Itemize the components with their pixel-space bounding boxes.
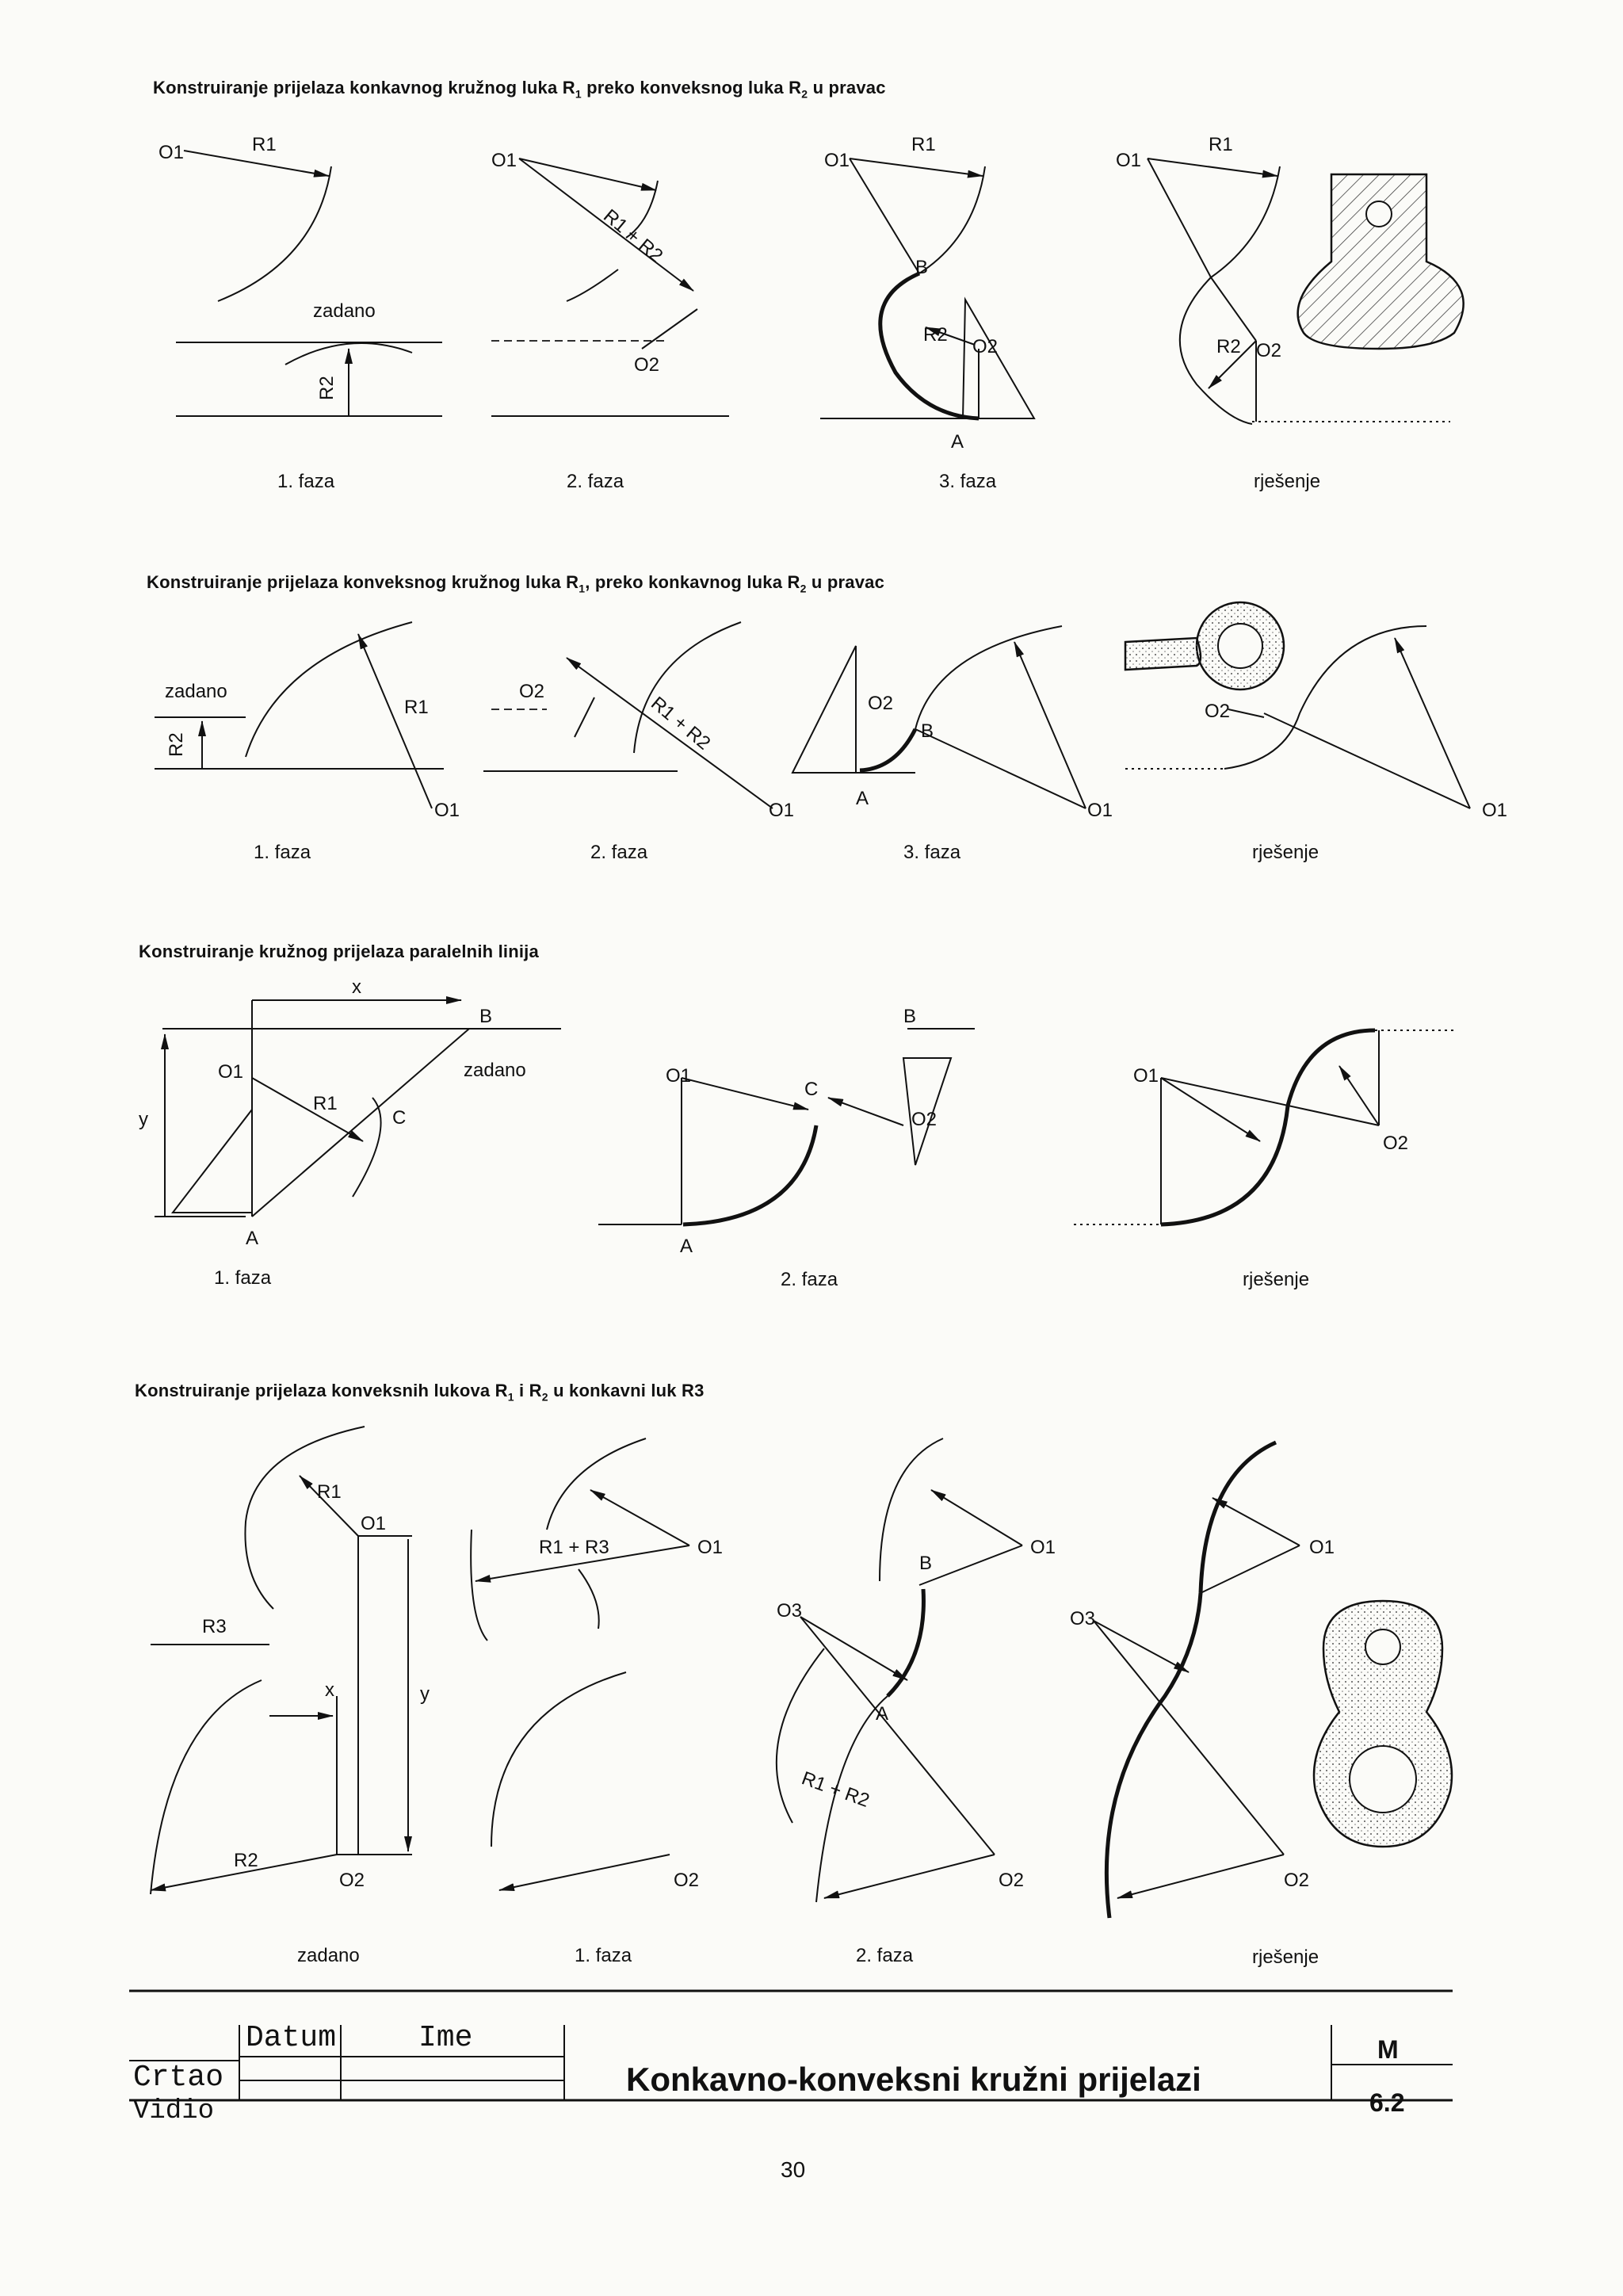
arc-r1 [246,622,412,757]
label-o2: O2 [999,1870,1025,1891]
title-block-name-header: Ime [418,2021,473,2055]
radius-arrow [1148,159,1277,176]
figure-1-phase-1 [158,134,442,416]
arc-r1 [919,166,985,273]
label-o3: O3 [777,1600,803,1622]
section-title-text: Konstruiranje kružnog prijelaza paralelnih linija [139,942,539,961]
figure-4-phase-2 [777,1438,1056,1902]
label-a: A [951,431,964,453]
arc-transition [683,1125,816,1224]
r1-arrow [1395,638,1470,808]
r1-arrow [1014,642,1086,808]
part-hole-small [1365,1629,1400,1664]
caption: 1. faza [575,1945,632,1966]
label-c: C [392,1107,407,1129]
arc [353,1098,381,1197]
r1-arrow [931,1490,1022,1545]
label-r1: R1 [911,134,936,155]
arc-mark [642,309,697,349]
label-b: B [903,1006,917,1027]
section-title-text: i R [514,1381,542,1400]
line-ab [252,1029,469,1217]
label-o1: O1 [1309,1537,1335,1558]
label-r2: R2 [166,732,187,757]
part-hole-large [1350,1746,1416,1813]
caption: 1. faza [254,842,311,863]
label-o1: O1 [824,150,850,171]
arc [579,1569,599,1629]
label-o1: O1 [218,1061,244,1083]
arc [567,269,618,301]
label-o2: O2 [972,336,999,357]
r1-arrow [1212,1498,1300,1545]
drawing-code-top: M [1377,2035,1399,2064]
label-o2: O2 [1256,340,1282,361]
label-o2: O2 [1284,1870,1310,1891]
caption: 1. faza [277,471,335,492]
label-given: zadano [313,300,376,322]
label-o1: O1 [158,142,185,163]
arc-r1 [915,626,1062,729]
label-r2: R2 [234,1850,258,1871]
arc-mark [575,697,594,737]
caption: rješenje [1243,1269,1310,1290]
subscript: 2 [541,1390,548,1404]
set-square [173,1110,252,1213]
label-o1: O1 [1030,1537,1056,1558]
label-r1: R1 [1209,134,1233,155]
label-o2: O2 [674,1870,700,1891]
r1-arrow [358,634,432,808]
label-o1: O1 [361,1513,387,1534]
label-r2: R2 [923,324,948,346]
subscript: 1 [507,1390,514,1404]
figure-4-given [151,1427,430,1894]
section-title-text: Konstruiranje prijelaza konveksnog kružnog luka R [147,572,579,592]
label-o2: O2 [868,693,894,714]
r1-arrow [1161,1078,1260,1141]
drawing-title: Konkavno-konveksni kružni prijelazi [626,2061,1201,2098]
section-title-text: u pravac [808,78,886,97]
figure-1-phase-3 [820,134,1034,453]
label-o2: O2 [1205,701,1231,722]
caption: 2. faza [590,842,648,863]
arc [471,1530,487,1641]
page-number: 30 [781,2157,806,2182]
label-o1: O1 [1482,800,1508,821]
label-given: zadano [165,681,227,702]
line [850,159,919,273]
subscript: 2 [801,87,808,101]
transition-curve [1180,166,1280,424]
section-3-figures [139,976,1454,1290]
caption: rješenje [1252,842,1319,863]
label-b: B [921,720,934,742]
label-o2: O2 [634,354,660,376]
section-title-text: Konstruiranje prijelaza konkavnog kružnog luka R [153,78,575,97]
radius-arrow [850,159,983,176]
caption: 1. faza [214,1267,272,1289]
caption: 2. faza [567,471,624,492]
label-r1: R1 [313,1093,338,1114]
label-o1: O1 [697,1537,724,1558]
hatched-part [1298,174,1464,349]
caption: 3. faza [939,471,997,492]
subscript: 1 [579,582,586,595]
section-4-figures [151,1427,1452,1968]
arc-transition [860,729,915,770]
figure-2-phase-1 [155,622,460,821]
label-r2: R2 [316,376,338,400]
label-c: C [804,1079,819,1100]
title-block-date-header: Datum [246,2021,337,2055]
line [1148,159,1211,277]
set-square [792,646,856,773]
label-o2: O2 [339,1870,365,1891]
caption: 2. faza [781,1269,838,1290]
title-block-drawn: Crtao [133,2061,224,2095]
title-block-checked: Vidio [133,2096,215,2126]
label-r1: R1 [252,134,277,155]
r2-arrow [1339,1066,1379,1125]
label-o3: O3 [1070,1608,1096,1629]
part-hole [1218,624,1262,668]
subscript: 1 [575,87,582,101]
caption: rješenje [1252,1946,1319,1968]
caption: 3. faza [903,842,961,863]
label-x: x [352,976,361,998]
label-given: zadano [464,1060,526,1081]
r2-arrow [828,1098,903,1125]
subscript: 2 [800,582,807,595]
section-title-text: u konkavni luk R3 [548,1381,705,1400]
figure-2-phase-2 [483,622,794,821]
drawing-code-bottom: 6.2 [1369,2088,1405,2117]
label-o2: O2 [1383,1133,1409,1154]
transition-curve [1106,1442,1276,1918]
label-a: A [856,788,869,809]
label-o1: O1 [769,800,795,821]
part-arm [1125,638,1201,670]
label-b: B [915,257,929,278]
label-r1: R1 [404,697,429,718]
caption: 2. faza [856,1945,914,1966]
r2-arrow [824,1855,995,1898]
figure-3-phase-1 [139,976,561,1249]
line [1201,1545,1300,1593]
figure-1-solution [1116,134,1464,424]
section-2-figures [155,602,1507,863]
label-r1: R1 [317,1481,342,1503]
caption: rješenje [1254,471,1321,492]
arc-r1 [547,1438,646,1530]
section-title-text: Konstruiranje prijelaza konveksnih lukova R [135,1381,508,1400]
arc-r1 [880,1438,943,1581]
figure-2-phase-3 [792,626,1113,821]
r1-arrow [252,1078,363,1141]
label-o1: O1 [434,800,460,821]
line [1211,277,1256,341]
figure-3-phase-2 [598,1006,975,1257]
label-r2: R2 [1216,336,1241,357]
r2-arrow [499,1855,670,1890]
line [1228,709,1264,717]
label-o1: O1 [666,1065,692,1087]
label-b: B [479,1006,493,1027]
label-y: y [420,1683,430,1705]
section-1-figures [158,134,1464,492]
label-r1-r2: R1 + R2 [798,1767,873,1812]
line [915,729,1086,808]
arc-r1 [218,166,331,301]
section-title-text: preko konveksnog luka R [581,78,802,97]
label-o1: O1 [491,150,517,171]
r3-arrow [800,1617,907,1680]
r2-arrow [1117,1855,1284,1898]
r1-r2-arrow [567,658,773,808]
arc-r2 [491,1672,626,1847]
arc-r1 [245,1427,365,1609]
figure-4-phase-1 [471,1438,723,1891]
figure-3-solution [1074,1030,1454,1224]
section-title-text: u pravac [806,572,884,592]
label-r1-r2: R1 + R2 [647,692,715,755]
r3-arrow [1094,1621,1189,1672]
label-o2: O2 [519,681,545,702]
part-hole [1366,201,1392,227]
label-a: A [246,1228,259,1249]
label-r3: R3 [202,1616,227,1637]
figure-4-solution [1070,1442,1452,1918]
line [1161,1078,1379,1125]
label-y: y [139,1109,148,1130]
label-r1-r2: R1 + R2 [599,204,667,267]
figure-1-phase-2 [491,150,729,416]
line [1264,713,1470,808]
label-a: A [680,1236,693,1257]
label-r1-r3: R1 + R3 [539,1537,609,1558]
figure-2-solution [1125,602,1507,821]
caption: zadano [297,1945,360,1966]
label-o1: O1 [1087,800,1113,821]
r1-arrow [682,1078,808,1110]
label-x: x [325,1679,334,1701]
line [1094,1621,1284,1855]
set-square [963,300,1034,418]
line [919,1545,1022,1585]
label-o2: O2 [911,1109,938,1130]
section-title-text: , preko konkavnog luka R [585,572,800,592]
arc [777,1648,824,1823]
label-o1: O1 [1133,1065,1159,1087]
label-a: A [876,1703,889,1725]
transition-curve [1161,1030,1375,1224]
label-o1: O1 [1116,150,1142,171]
label-b: B [919,1553,933,1574]
